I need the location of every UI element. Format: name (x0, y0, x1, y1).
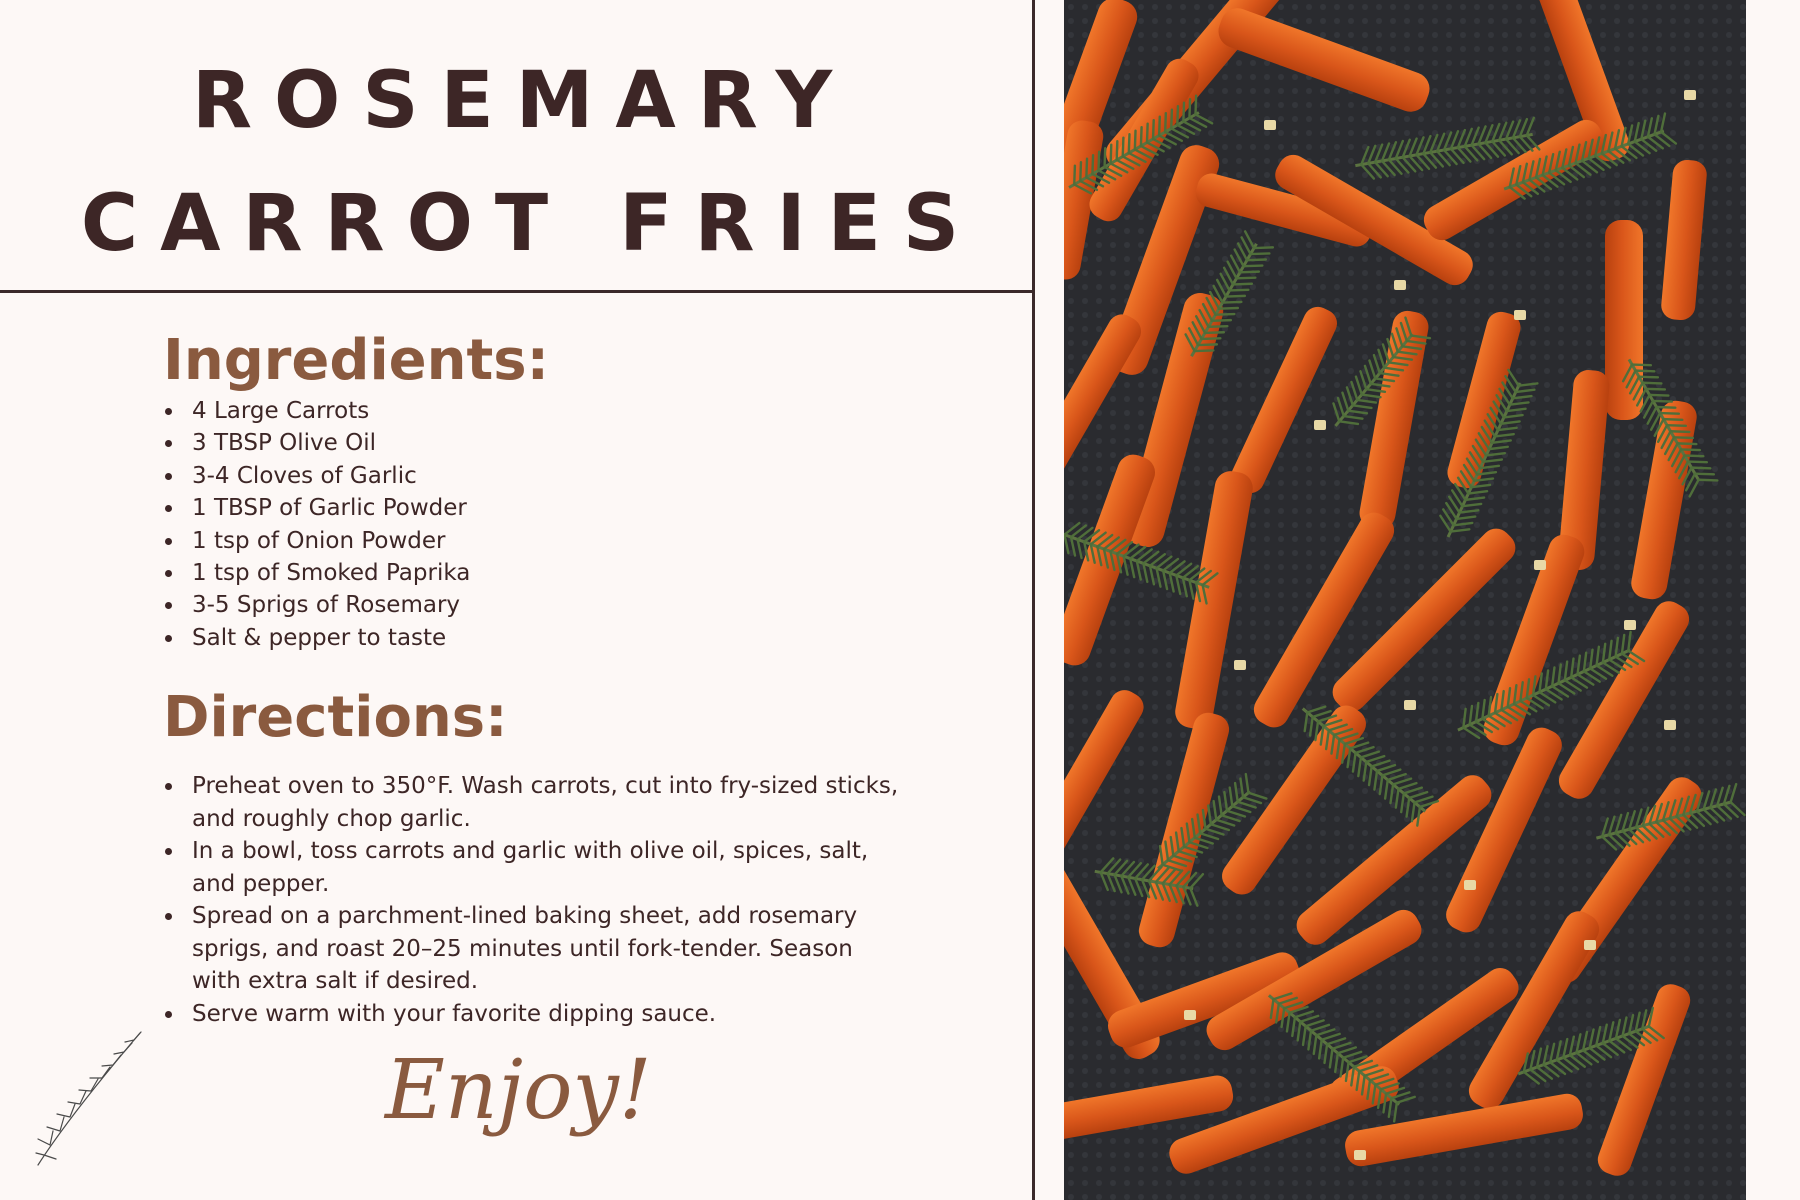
garlic-piece (1184, 1010, 1196, 1020)
garlic-piece (1354, 1150, 1366, 1160)
direction-step: Preheat oven to 350°F. Wash carrots, cut into fry-sized sticks, and roughly chop garlic. (163, 770, 903, 835)
ingredient-item: 4 Large Carrots (163, 395, 763, 427)
garlic-piece (1584, 940, 1596, 950)
garlic-piece (1514, 310, 1526, 320)
ingredient-item: 3-4 Cloves of Garlic (163, 460, 763, 492)
garlic-piece (1404, 700, 1416, 710)
direction-step: Spread on a parchment-lined baking sheet, add rosemary sprigs, and roast 20–25 minutes until fork-tender. Season with extra salt if desired. (163, 900, 903, 998)
garlic-piece (1664, 720, 1676, 730)
garlic-piece (1394, 280, 1406, 290)
title-divider (0, 290, 1032, 293)
garlic-piece (1264, 120, 1276, 130)
ingredients-heading: Ingredients: (163, 328, 550, 393)
title-line-2: CARROT FRIES (80, 179, 982, 269)
garlic-piece (1684, 90, 1696, 100)
ingredient-item: 1 tsp of Smoked Paprika (163, 557, 763, 589)
ingredient-item: Salt & pepper to taste (163, 622, 763, 654)
garlic-piece (1234, 660, 1246, 670)
column-divider (1032, 0, 1035, 1200)
direction-step: In a bowl, toss carrots and garlic with olive oil, spices, salt, and pepper. (163, 835, 903, 900)
carrot-fries-photo-illustration (1064, 0, 1746, 1200)
ingredient-item: 3-5 Sprigs of Rosemary (163, 589, 763, 621)
direction-step: Serve warm with your favorite dipping sauce. (163, 998, 903, 1031)
directions-list (163, 770, 903, 1030)
title-line-1: ROSEMARY (191, 56, 855, 146)
ingredient-item: 1 tsp of Onion Powder (163, 525, 763, 557)
garlic-piece (1624, 620, 1636, 630)
garlic-piece (1534, 560, 1546, 570)
enjoy-script: Enjoy! (385, 1043, 652, 1138)
rosemary-sprig-icon (30, 1025, 150, 1170)
photo-margin (1746, 0, 1800, 1200)
ingredients-list (163, 395, 763, 654)
ingredient-item: 1 TBSP of Garlic Powder (163, 492, 763, 524)
carrot-fries-photo (1064, 0, 1746, 1200)
directions-heading: Directions: (163, 685, 508, 750)
garlic-piece (1464, 880, 1476, 890)
ingredient-item: 3 TBSP Olive Oil (163, 427, 763, 459)
garlic-piece (1314, 420, 1326, 430)
